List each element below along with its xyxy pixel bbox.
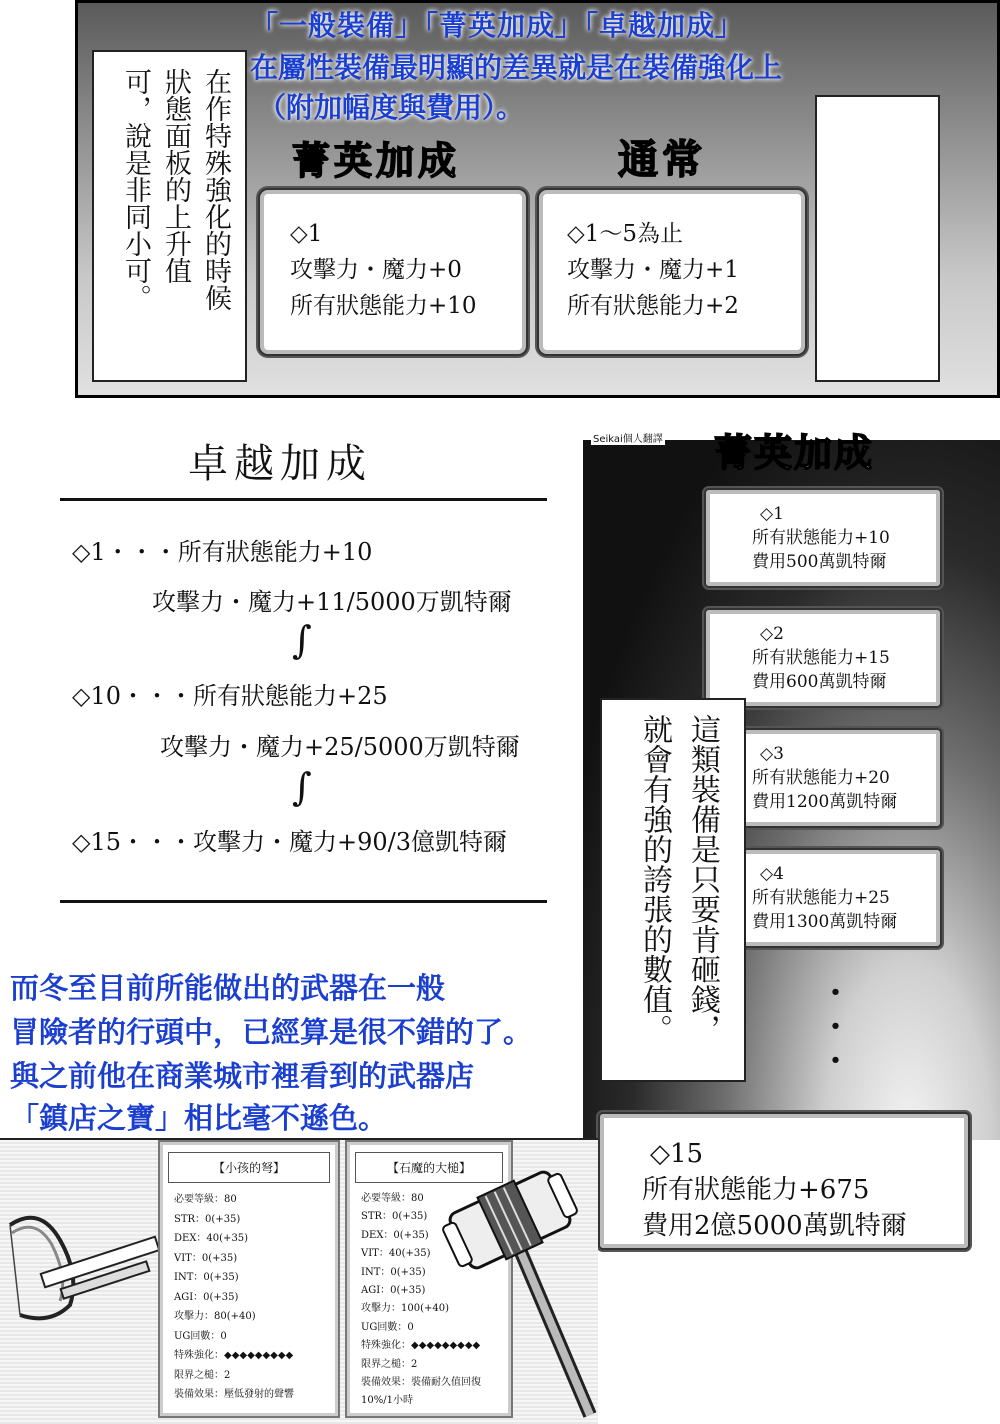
normal-box-line-2: 攻擊力・魔力+1	[567, 257, 739, 283]
card2-row-6: AGI：0(+35)	[361, 1285, 426, 1297]
vertical-note-text	[115, 68, 235, 368]
credit-text: Seikai個人翻譯	[591, 430, 665, 445]
elite-item-1-stat: 所有狀態能力+10	[752, 528, 890, 548]
supreme-line-5: ◇15・・・攻擊力・魔力+90/3億凱特爾	[72, 828, 507, 856]
elite-item-2-cost: 費用600萬凱特爾	[752, 672, 887, 692]
card1-title: 【小孩的弩】	[168, 1152, 330, 1183]
bottom-text-1: 而冬至目前所能做出的武器在一般	[10, 971, 446, 1005]
header-line-3: （附加幅度與費用）。	[258, 91, 525, 124]
elite-title-top: 菁英加成	[292, 138, 461, 183]
rvnote-col-2: 就會有強的誇張的數值。	[637, 714, 672, 1044]
card1-row-9: 特殊強化：◆◆◆◆◆◆◆◆◆	[174, 1350, 294, 1361]
card1-row-2: STR：0(+35)	[174, 1213, 241, 1225]
elite-final-box	[598, 1112, 970, 1250]
right-vertical-note-text	[630, 714, 726, 1074]
card2-row-10: 限界之槌：2	[361, 1358, 418, 1370]
hammer-illustration	[440, 1160, 600, 1422]
normal-title-top: 通常	[618, 136, 706, 183]
bottom-text-2: 冒險者的行頭中，已經算是很不錯的了。	[10, 1015, 533, 1049]
elite-item-4-lvl: ◇4	[760, 864, 784, 884]
elite-item-2-lvl: ◇2	[760, 624, 784, 644]
vnote-col-2: 狀態面板的上升值	[160, 68, 191, 284]
normal-box-line-3: 所有狀態能力+2	[567, 293, 739, 319]
elite-box-line-2: 攻擊力・魔力+0	[290, 257, 462, 283]
card2-row-9: 特殊強化：◆◆◆◆◆◆◆◆◆	[361, 1340, 481, 1352]
supreme-line-2: 攻擊力・魔力+11/5000万凱特爾	[152, 588, 512, 616]
vertical-note-box	[92, 50, 247, 382]
rvnote-col-1: 這類裝備是只要肯砸錢，	[685, 714, 720, 1044]
elite-box-line-1: ◇1	[290, 221, 323, 247]
card1-row-6: AGI：0(+35)	[174, 1291, 239, 1303]
supreme-rule-bottom	[60, 900, 547, 903]
elite-item-4-cost: 費用1300萬凱特爾	[752, 912, 898, 932]
supreme-tilde-1: ∫	[292, 618, 312, 662]
crossbow-illustration	[0, 1185, 165, 1345]
card1-row-1: 必要等級：80	[174, 1194, 237, 1205]
card2-row-12: 10%/1小時	[361, 1395, 413, 1407]
card2-row-8: UG回數：0	[361, 1321, 414, 1333]
elite-title-right: 菁英加成	[714, 430, 875, 475]
supreme-line-1: ◇1・・・所有狀態能力+10	[72, 538, 373, 566]
elite-box-line-3: 所有狀態能力+10	[290, 293, 477, 319]
elite-item-1	[704, 488, 942, 588]
card1-row-5: INT：0(+35)	[174, 1272, 239, 1283]
vnote-col-1: 在作特殊強化的時候	[200, 68, 231, 311]
bottom-text-3: 與之前他在商業城市裡看到的武器店	[10, 1059, 475, 1093]
item-card-1	[158, 1140, 340, 1418]
header-line-1: 「一般裝備」「菁英加成」「卓越加成」	[250, 9, 745, 42]
card2-row-4: VIT：40(+35)	[361, 1248, 431, 1260]
supreme-line-3: ◇10・・・所有狀態能力+25	[72, 682, 388, 710]
ellipsis-dots: ・・・	[812, 975, 852, 1077]
normal-box-line-1: ◇1～5為止	[567, 221, 683, 247]
header-line-2: 在屬性裝備最明顯的差異就是在裝備強化上	[250, 51, 783, 84]
elite-item-4-stat: 所有狀態能力+25	[752, 888, 890, 908]
elite-item-3-stat: 所有狀態能力+20	[752, 768, 890, 788]
supreme-line-4: 攻擊力・魔力+25/5000万凱特爾	[160, 733, 520, 761]
elite-item-1-cost: 費用500萬凱特爾	[752, 552, 887, 572]
bottom-text-4: 「鎮店之寶」相比毫不遜色。	[10, 1101, 388, 1135]
card1-row-10: 限界之槌：2	[174, 1369, 231, 1381]
card1-row-4: VIT：0(+35)	[174, 1252, 238, 1264]
card2-row-5: INT：0(+35)	[361, 1266, 426, 1278]
card2-row-2: STR：0(+35)	[361, 1211, 428, 1223]
elite-item-3-lvl: ◇3	[760, 744, 784, 764]
right-white-box	[815, 95, 940, 382]
card2-row-1: 必要等級：80	[361, 1193, 424, 1204]
normal-box-top	[537, 188, 807, 356]
supreme-rule-top	[60, 498, 547, 501]
card2-title: 【石魔的大槌】	[355, 1152, 503, 1183]
elite-final-stat: 所有狀態能力+675	[642, 1175, 870, 1205]
elite-final-lvl: ◇15	[650, 1139, 704, 1169]
supreme-title: 卓越加成	[188, 441, 372, 487]
card2-row-3: DEX：0(+35)	[361, 1229, 429, 1241]
card1-row-11: 裝備效果：壓低發射的聲響	[174, 1389, 294, 1400]
elite-box-top	[258, 188, 528, 356]
elite-item-1-lvl: ◇1	[760, 504, 784, 524]
card2-row-7: 攻擊力：100(+40)	[361, 1303, 449, 1315]
elite-item-2-stat: 所有狀態能力+15	[752, 648, 890, 668]
elite-item-3-cost: 費用1200萬凱特爾	[752, 792, 898, 812]
card1-row-8: UG回數：0	[174, 1330, 227, 1342]
vnote-col-3: 可，說是非同小可。	[120, 68, 151, 311]
supreme-tilde-2: ∫	[292, 765, 312, 809]
card1-row-3: DEX：40(+35)	[174, 1233, 249, 1244]
elite-final-cost: 費用2億5000萬凱特爾	[642, 1211, 907, 1241]
card1-row-7: 攻擊力：80(+40)	[174, 1311, 256, 1322]
right-vertical-note-box	[600, 698, 746, 1082]
card2-row-11: 裝備效果：裝備耐久值回復	[361, 1377, 481, 1389]
elite-item-2	[704, 608, 942, 708]
